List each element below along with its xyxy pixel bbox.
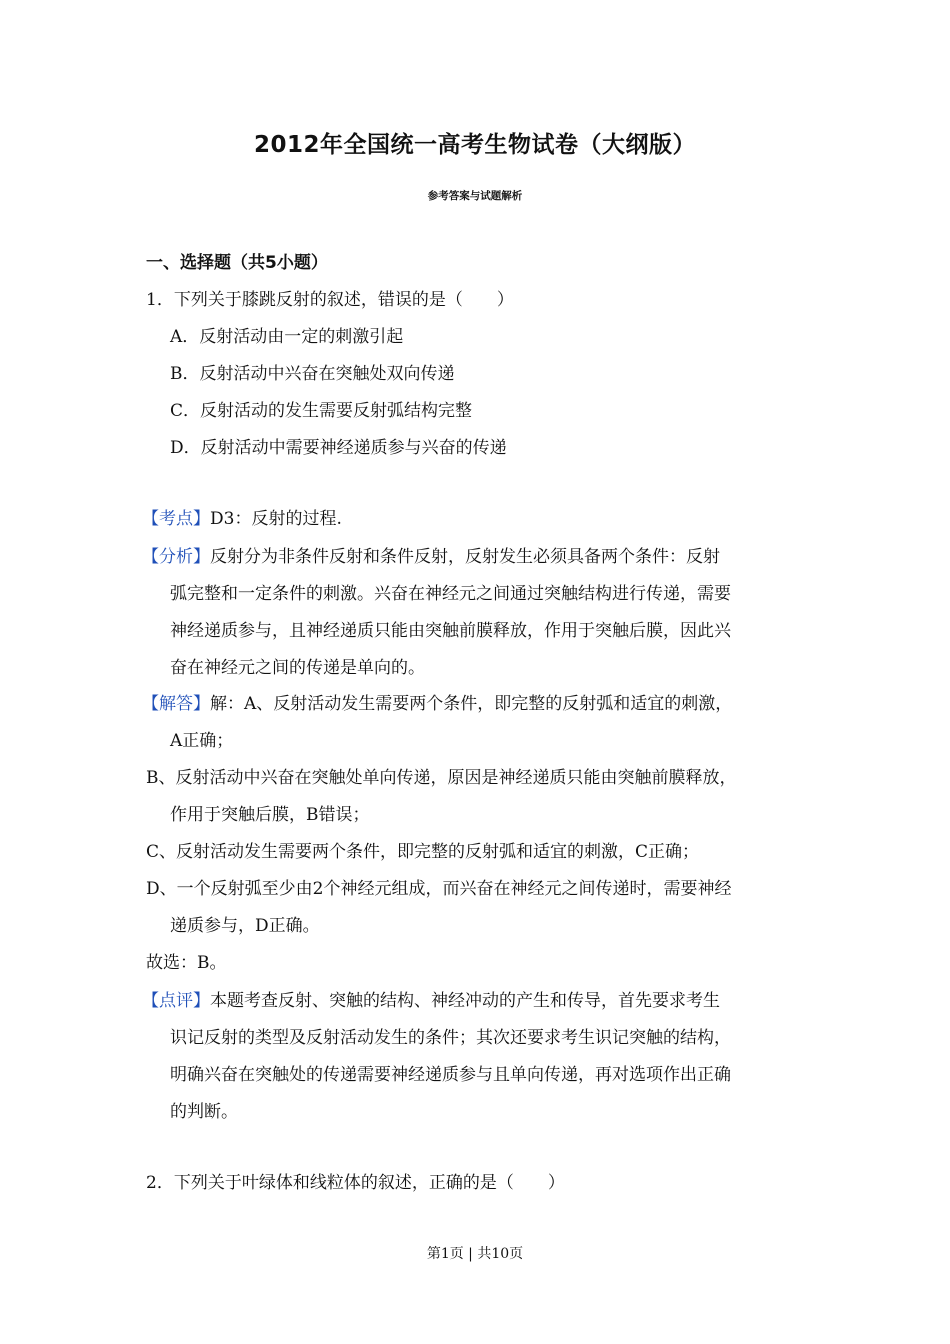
jieda-tag: 【解答】 [142, 694, 210, 714]
question-1-option-c: C．反射活动的发生需要反射弧结构完整 [170, 401, 473, 421]
dianping-line-1 [142, 990, 720, 1012]
dianping-tag: 【点评】 [142, 991, 210, 1011]
question-1-option-d: D．反射活动中需要神经递质参与兴奋的传递 [170, 438, 507, 458]
question-1-option-b: B．反射活动中兴奋在突触处双向传递 [170, 364, 455, 384]
fenxi-line-2: 弧完整和一定条件的刺激。兴奋在神经元之间通过突触结构进行传递，需要 [170, 584, 731, 604]
dianping-line-2: 识记反射的类型及反射活动发生的条件；其次还要求考生识记突触的结构， [170, 1028, 731, 1048]
document-title: 2012年全国统一高考生物试卷（大纲版） [253, 132, 696, 158]
fenxi-line-1 [142, 546, 720, 568]
jieda-line-2: A正确； [170, 731, 234, 751]
jieda-line-1 [142, 693, 732, 715]
answer-line: 故选：B。 [146, 953, 227, 973]
question-1-stem: 1．下列关于膝跳反射的叙述，错误的是（ ） [146, 290, 514, 310]
kaodian-tag: 【考点】 [142, 509, 210, 529]
document-subtitle: 参考答案与试题解析 [427, 190, 523, 202]
jieda-line-6: D、一个反射弧至少由2个神经元组成，而兴奋在神经元之间传递时，需要神经 [146, 879, 732, 899]
jieda-line-3: B、反射活动中兴奋在突触处单向传递，原因是神经递质只能由突触前膜释放， [146, 768, 737, 788]
jieda-line-4: 作用于突触后膜，B错误； [170, 805, 370, 825]
jieda-line-5: C、反射活动发生需要两个条件，即完整的反射弧和适宜的刺激，C正确； [146, 842, 700, 862]
dianping-text: 本题考查反射、突触的结构、神经冲动的产生和传导，首先要求考生 [210, 991, 720, 1011]
fenxi-tag: 【分析】 [142, 547, 210, 567]
page-footer: 第1页 | 共10页 [426, 1246, 524, 1262]
fenxi-line-4: 奋在神经元之间的传递是单向的。 [170, 658, 425, 678]
question-2-stem: 2．下列关于叶绿体和线粒体的叙述，正确的是（ ） [146, 1173, 565, 1193]
jieda-line-7: 递质参与，D正确。 [170, 916, 320, 936]
dianping-line-4: 的判断。 [170, 1102, 238, 1122]
jieda-text: 解：A、反射活动发生需要两个条件，即完整的反射弧和适宜的刺激， [210, 694, 733, 714]
kaodian-line [142, 508, 342, 530]
section-heading: 一、选择题（共5小题） [146, 253, 328, 273]
fenxi-text: 反射分为非条件反射和条件反射，反射发生必须具备两个条件：反射 [210, 547, 720, 567]
kaodian-text: D3：反射的过程. [210, 509, 342, 529]
dianping-line-3: 明确兴奋在突触处的传递需要神经递质参与且单向传递，再对选项作出正确 [170, 1065, 731, 1085]
question-1-option-a: A．反射活动由一定的刺激引起 [170, 327, 404, 347]
fenxi-line-3: 神经递质参与，且神经递质只能由突触前膜释放，作用于突触后膜，因此兴 [170, 621, 731, 641]
